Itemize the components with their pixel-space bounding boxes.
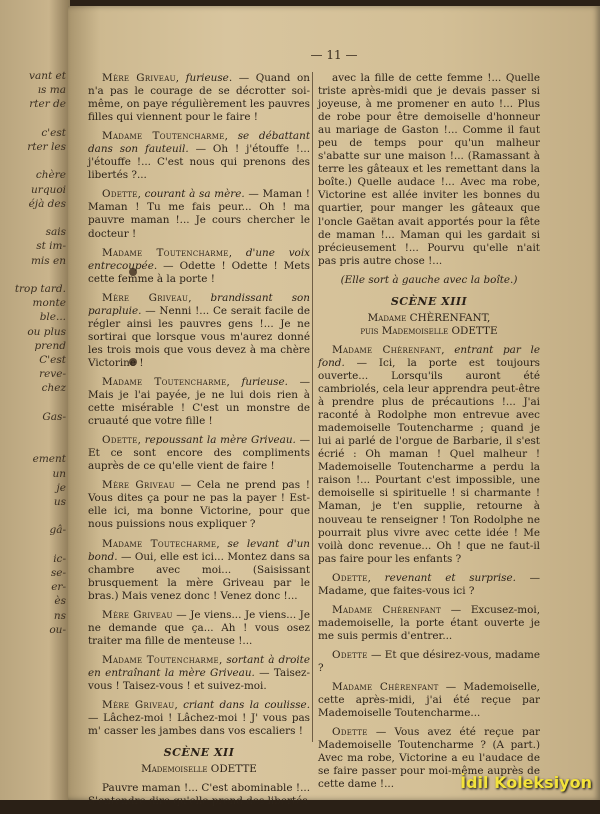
right-text-column <box>318 72 540 797</box>
prev-page-fragment: je <box>56 481 66 494</box>
dialogue-paragraph: Madame Chèrenfant, entrant par le fond. — Ici, la porte est toujours ouverte... Lorsqu'ils auront été cambriolés, cela leur apprendra peut-être à prendre plus de précautions !... J'ai raconté à Rodolphe mon entrevue avec mademoiselle Toutencharme ; quand je lui ai parlé de l'orgue de Barbarie, il s'est écrié : Oh maman ! Quel malheur ! Mademoiselle Toutencharme a perdu la raison !... Pourtant c'est impossible, une demoiselle si spirituelle ! si charmante ! Maman, je t'en supplie, retourne à nouveau te renseigner ! Ton Rodolphe ne pourrait plus vivre avec cette idée ! Me voilà donc revenue... Oh ! que ne faut-il pas faire pour les enfants ? <box>318 343 541 565</box>
scene-heading: SCÈNE XIII <box>390 294 468 308</box>
dialogue-paragraph: Madame Toutecharme, se levant d'un bond. — Oui, elle est ici... Montez dans sa chambre avec moi... (Saisissant brusquement la mère Griveau par le bras.) Mais venez donc ! Venez donc !... <box>88 537 310 602</box>
dialogue-text: Pauvre maman !... C'est abominable !... S'entendre dire qu'elle prend des libertés <box>88 782 310 808</box>
dialogue-text: — Et que désirez-vous, madame ? <box>318 648 540 674</box>
dialogue-paragraph <box>318 72 540 268</box>
dialogue-text: — Je viens... Je viens... Je ne demande que ça... Ah ! vous osez traiter ma fille de menteuse !... <box>88 608 310 647</box>
stage-direction: furieuse. <box>185 72 233 84</box>
dialogue-text: — Quand on n'a pas le courage de se décrotter soi-même, on paye régulièrement les pauvres filles qui viennent pour le faire ! <box>88 72 310 124</box>
speaker-name: Odette <box>332 648 368 661</box>
stage-direction: furieuse. <box>241 375 288 388</box>
dialogue-text: — Mais je l'ai payée, je ne lui dois rien à cette misérable ! C'est un monstre de cruauté que votre fille ! <box>88 375 310 428</box>
speaker-name: Madame Chèrenfant <box>332 681 439 694</box>
speaker-name: Mère Griveau <box>102 608 173 621</box>
dialogue-paragraph <box>318 604 540 643</box>
prev-page-fragment: trop tard. <box>14 283 66 295</box>
prev-page-fragment: ement <box>32 453 66 466</box>
prev-page-fragment: ès <box>54 595 66 608</box>
speaker-name: Odette <box>332 726 368 739</box>
prev-page-fragment: C'est <box>39 354 66 366</box>
prev-page-fragment: ıs ma <box>37 84 66 97</box>
prev-page-fragment: Gas- <box>42 410 66 423</box>
stage-direction: sortant à droite en entraînant la mère Griveau. <box>88 653 310 679</box>
prev-page-fragment: un <box>52 467 66 480</box>
stage-direction: se débattant dans son fauteuil. <box>88 130 310 156</box>
dialogue-text: — Mademoiselle, cette après-midi, j'ai été reçue par Mademoiselle Toutencharme... <box>318 681 540 720</box>
prev-page-fragment: rter de <box>29 98 66 111</box>
stage-direction: repoussant la mère Griveau. <box>144 434 296 447</box>
speaker-name: Madame Toutencharme <box>102 246 229 259</box>
cast-line: puis Mademoiselle ODETTE <box>360 324 498 337</box>
stage-direction: (Elle sort à gauche avec la boîte.) <box>340 273 518 286</box>
prev-page-fragment: sais <box>45 226 66 239</box>
prev-page-fragment: prend <box>34 339 66 352</box>
dialogue-paragraph: Madame Toutencharme, furieuse. — Mais je l'ai payée, je ne lui dois rien à cette misérable ! C'est un monstre de cruauté que votre fille ! <box>88 375 310 428</box>
prev-page-fragment: chez <box>41 382 66 395</box>
prev-page-fragment: us <box>53 496 66 508</box>
dialogue-paragraph: Odette, repoussant la mère Griveau. — Et ce sont encore des compliments auprès de ce qu'elle vient de faire ! <box>88 434 310 473</box>
speaker-name: Odette <box>102 434 138 447</box>
dialogue-text: avec la fille de cette femme !... Quelle triste après-midi que je devais passer si joyeuse, à me promener en auto !... Plus de robe pour être demoiselle d'honneur au mariage de Gaston !... Comme il faut peu de temps pour qu'un malheur s'abatte sur une maison !... (Ramassant à terre les gâteaux et les remettant dans la boîte.) Quelle audace !... Avec ma robe, Victorine est allée inviter les bonnes du quartier, pour manger les gâteaux que l'oncle Gaëtan avait apportés pour la fête de maman !... Maman qui les gardait si précieusement !... Pourvu qu'elle n'ait pas pris autre chose !... <box>318 72 540 267</box>
prev-page-fragment: ou plus <box>27 325 66 338</box>
speaker-name: Odette <box>102 188 138 201</box>
scene-cast <box>318 312 540 338</box>
dialogue-paragraph: Madame Toutencharme, sortant à droite en entraînant la mère Griveau. — Taisez-vous ! Taisez-vous ! et suivez-moi. <box>88 653 310 692</box>
cast-line: Mademoiselle ODETTE <box>141 763 257 776</box>
dialogue-text: — Nenni !... Ce serait facile de régler ainsi les pauvres gens !... Je ne sortirai que lorsque vous m'aurez donné les trois mois que vous devez à ma chère Victorine ! <box>88 304 310 369</box>
dialogue-text: — Taisez-vous ! Taisez-vous ! et suivez-moi. <box>88 666 310 692</box>
scene-heading: SCÈNE XII <box>163 746 235 760</box>
prev-page-fragment: se- <box>50 567 66 579</box>
speaker-name: Madame Chèrenfant <box>332 343 442 356</box>
speaker-name: Mère Griveau <box>102 699 175 712</box>
dialogue-text: — Cela ne prend pas ! Vous dites ça pour ne pas la payer ! Est-elle ici, ma bonne Victorine, pour que nous puissions nous expliquer ? <box>88 479 310 531</box>
prev-page-fragment: c'est <box>41 126 66 139</box>
dialogue-paragraph: Mère Griveau, furieuse. — Quand on n'a pas le courage de se décrotter soi-même, on paye régulièrement les pauvres filles qui viennent pour le faire ! <box>88 72 310 124</box>
dialogue-text: — Vous avez été reçue par Mademoiselle Toutencharme ? (A part.) Avec ma robe, Victorine a eu l'audace de se faire passer pour moi-même auprès de cette dame !... <box>318 726 540 791</box>
prev-page-fragment: ns <box>53 609 66 622</box>
prev-page-fragment: ble... <box>39 311 66 324</box>
dialogue-text: — Ici, la porte est toujours ouverte... Lorsqu'ils auront été cambriolés, cela leur apprendra peut-être à prendre plus de précautions !... J'ai raconté à Rodolphe mon entrevue avec mademoiselle Toutencharme ; quand je lui ai parlé de l'orgue de Barbarie, il s'est écrié : Oh maman ! Quel malheur ! Mademoiselle Toutencharme a perdu la raison !... Pourtant c'est impossible, une demoiselle si spirituelle ! si charmante ! Maman, je t'en supplie, retourne à nouveau te renseigner ! Ton Rodolphe ne pourrait plus vivre avec cette idée ! Me voilà donc revenue... Oh ! que ne faut-il pas faire pour les enfants ? <box>318 356 540 565</box>
prev-page-fragment: gâ- <box>49 524 66 537</box>
stage-direction: d'une voix entrecoupée. <box>88 246 310 272</box>
dialogue-paragraph: Mère Griveau, brandissant son parapluie. — Nenni !... Ce serait facile de régler ainsi les pauvres gens !... Je ne sortirai que lorsque vous m'aurez donné les trois mois que vous devez à ma chère Victorine ! <box>88 291 310 369</box>
prev-page-fragment: vant et <box>29 70 66 82</box>
dialogue-text: — Maman ! Maman ! Tu me fais peur... Oh ! ma pauvre maman !... Je cours chercher le docteur ! <box>88 188 310 240</box>
speaker-name: Madame Toutencharme <box>102 653 219 666</box>
speaker-name: Madame Chèrenfant <box>332 603 442 616</box>
dialogue-paragraph: Odette, courant à sa mère. — Maman ! Maman ! Tu me fais peur... Oh ! ma pauvre maman !... Je cours chercher le docteur ! <box>88 188 310 240</box>
stage-direction: se levant d'un bond. <box>88 537 310 563</box>
prev-page-fragment: monte <box>32 297 66 310</box>
prev-page-fragment: ic- <box>53 552 66 565</box>
left-text-column <box>88 72 310 814</box>
prev-page-fragment: er- <box>51 581 66 594</box>
speaker-name: Mère Griveau <box>102 72 176 84</box>
dialogue-paragraph: Madame Toutencharme, se débattant dans son fauteuil. — Oh ! j'étouffe !... j'étouffe !... C'est nous qui prenons des libertés ?... <box>88 130 310 182</box>
previous-page-edge <box>0 0 70 800</box>
dialogue-paragraph <box>88 479 310 531</box>
prev-page-fragment: chère <box>35 169 66 182</box>
dialogue-text: — Et ce sont encore des compliments auprès de ce qu'elle vient de faire ! <box>88 434 310 473</box>
prev-page-fragment: ou- <box>49 623 66 636</box>
prev-page-fragment: rter les <box>27 141 66 153</box>
column-divider <box>312 72 313 742</box>
dialogue-text: — Lâchez-moi ! Lâchez-moi ! J' vous pas m' casser les jambes dans vos escaliers ! <box>88 712 310 738</box>
dialogue-text: — Excusez-moi, mademoiselle, la porte étant ouverte je me suis permis d'entrer... <box>318 603 540 642</box>
dialogue-paragraph: Madame Toutencharme, d'une voix entrecoupée. — Odette ! Odette ! Mets cette femme à la porte ! <box>88 246 310 285</box>
speaker-name: Madame Toutencharme <box>102 375 227 388</box>
prev-page-fragment: mis en <box>30 254 66 267</box>
dialogue-paragraph <box>88 609 310 648</box>
dialogue-text: — Oh ! j'étouffe !... j'étouffe !... C'est nous qui prenons des libertés ?... <box>88 143 310 182</box>
speaker-name: Mère Griveau <box>102 291 189 304</box>
prev-page-fragment: reve- <box>39 368 66 381</box>
stage-direction: criant dans la coulisse. <box>183 699 310 712</box>
prev-page-fragment: éjà des <box>28 197 66 210</box>
dialogue-paragraph <box>318 649 540 675</box>
speaker-name: Madame Toutecharme <box>102 537 217 550</box>
scene-cast <box>88 763 310 776</box>
watermark-logo: İdil Koleksiyon <box>460 773 592 792</box>
prev-page-fragment: st im- <box>36 240 66 253</box>
stage-direction: entrant par le fond. <box>318 343 541 369</box>
book-page <box>68 6 600 808</box>
dialogue-text: — Odette ! Odette ! Mets cette femme à la porte ! <box>88 259 310 285</box>
dialogue-paragraph <box>318 681 540 720</box>
speaker-name: Odette <box>332 571 368 584</box>
page-number: — 11 — <box>310 48 358 62</box>
prev-page-fragment: urquoi <box>31 183 66 196</box>
dialogue-paragraph: Mère Griveau, criant dans la coulisse. — Lâchez-moi ! Lâchez-moi ! J' vous pas m' casser les jambes dans vos escaliers ! <box>88 699 310 738</box>
dialogue-paragraph: Odette, revenant et surprise. — Madame, que faites-vous ici ? <box>318 571 540 597</box>
speaker-name: Mère Griveau <box>102 479 175 492</box>
dialogue-text: — Madame, que faites-vous ici ? <box>318 571 540 597</box>
speaker-name: Madame Toutencharme <box>102 130 225 143</box>
stage-direction: revenant et surprise. <box>384 571 516 584</box>
stage-direction: brandissant son parapluie. <box>88 291 310 317</box>
stage-direction: courant à sa mère. <box>144 188 245 201</box>
cast-line: Madame CHÈRENFANT, <box>367 311 491 324</box>
dialogue-paragraph <box>88 782 310 808</box>
dialogue-text: — Oui, elle est ici... Montez dans sa chambre avec moi... (Saisissant brusquement la mère Griveau par le bras.) Mais venez donc ! Venez donc !... <box>88 550 310 602</box>
